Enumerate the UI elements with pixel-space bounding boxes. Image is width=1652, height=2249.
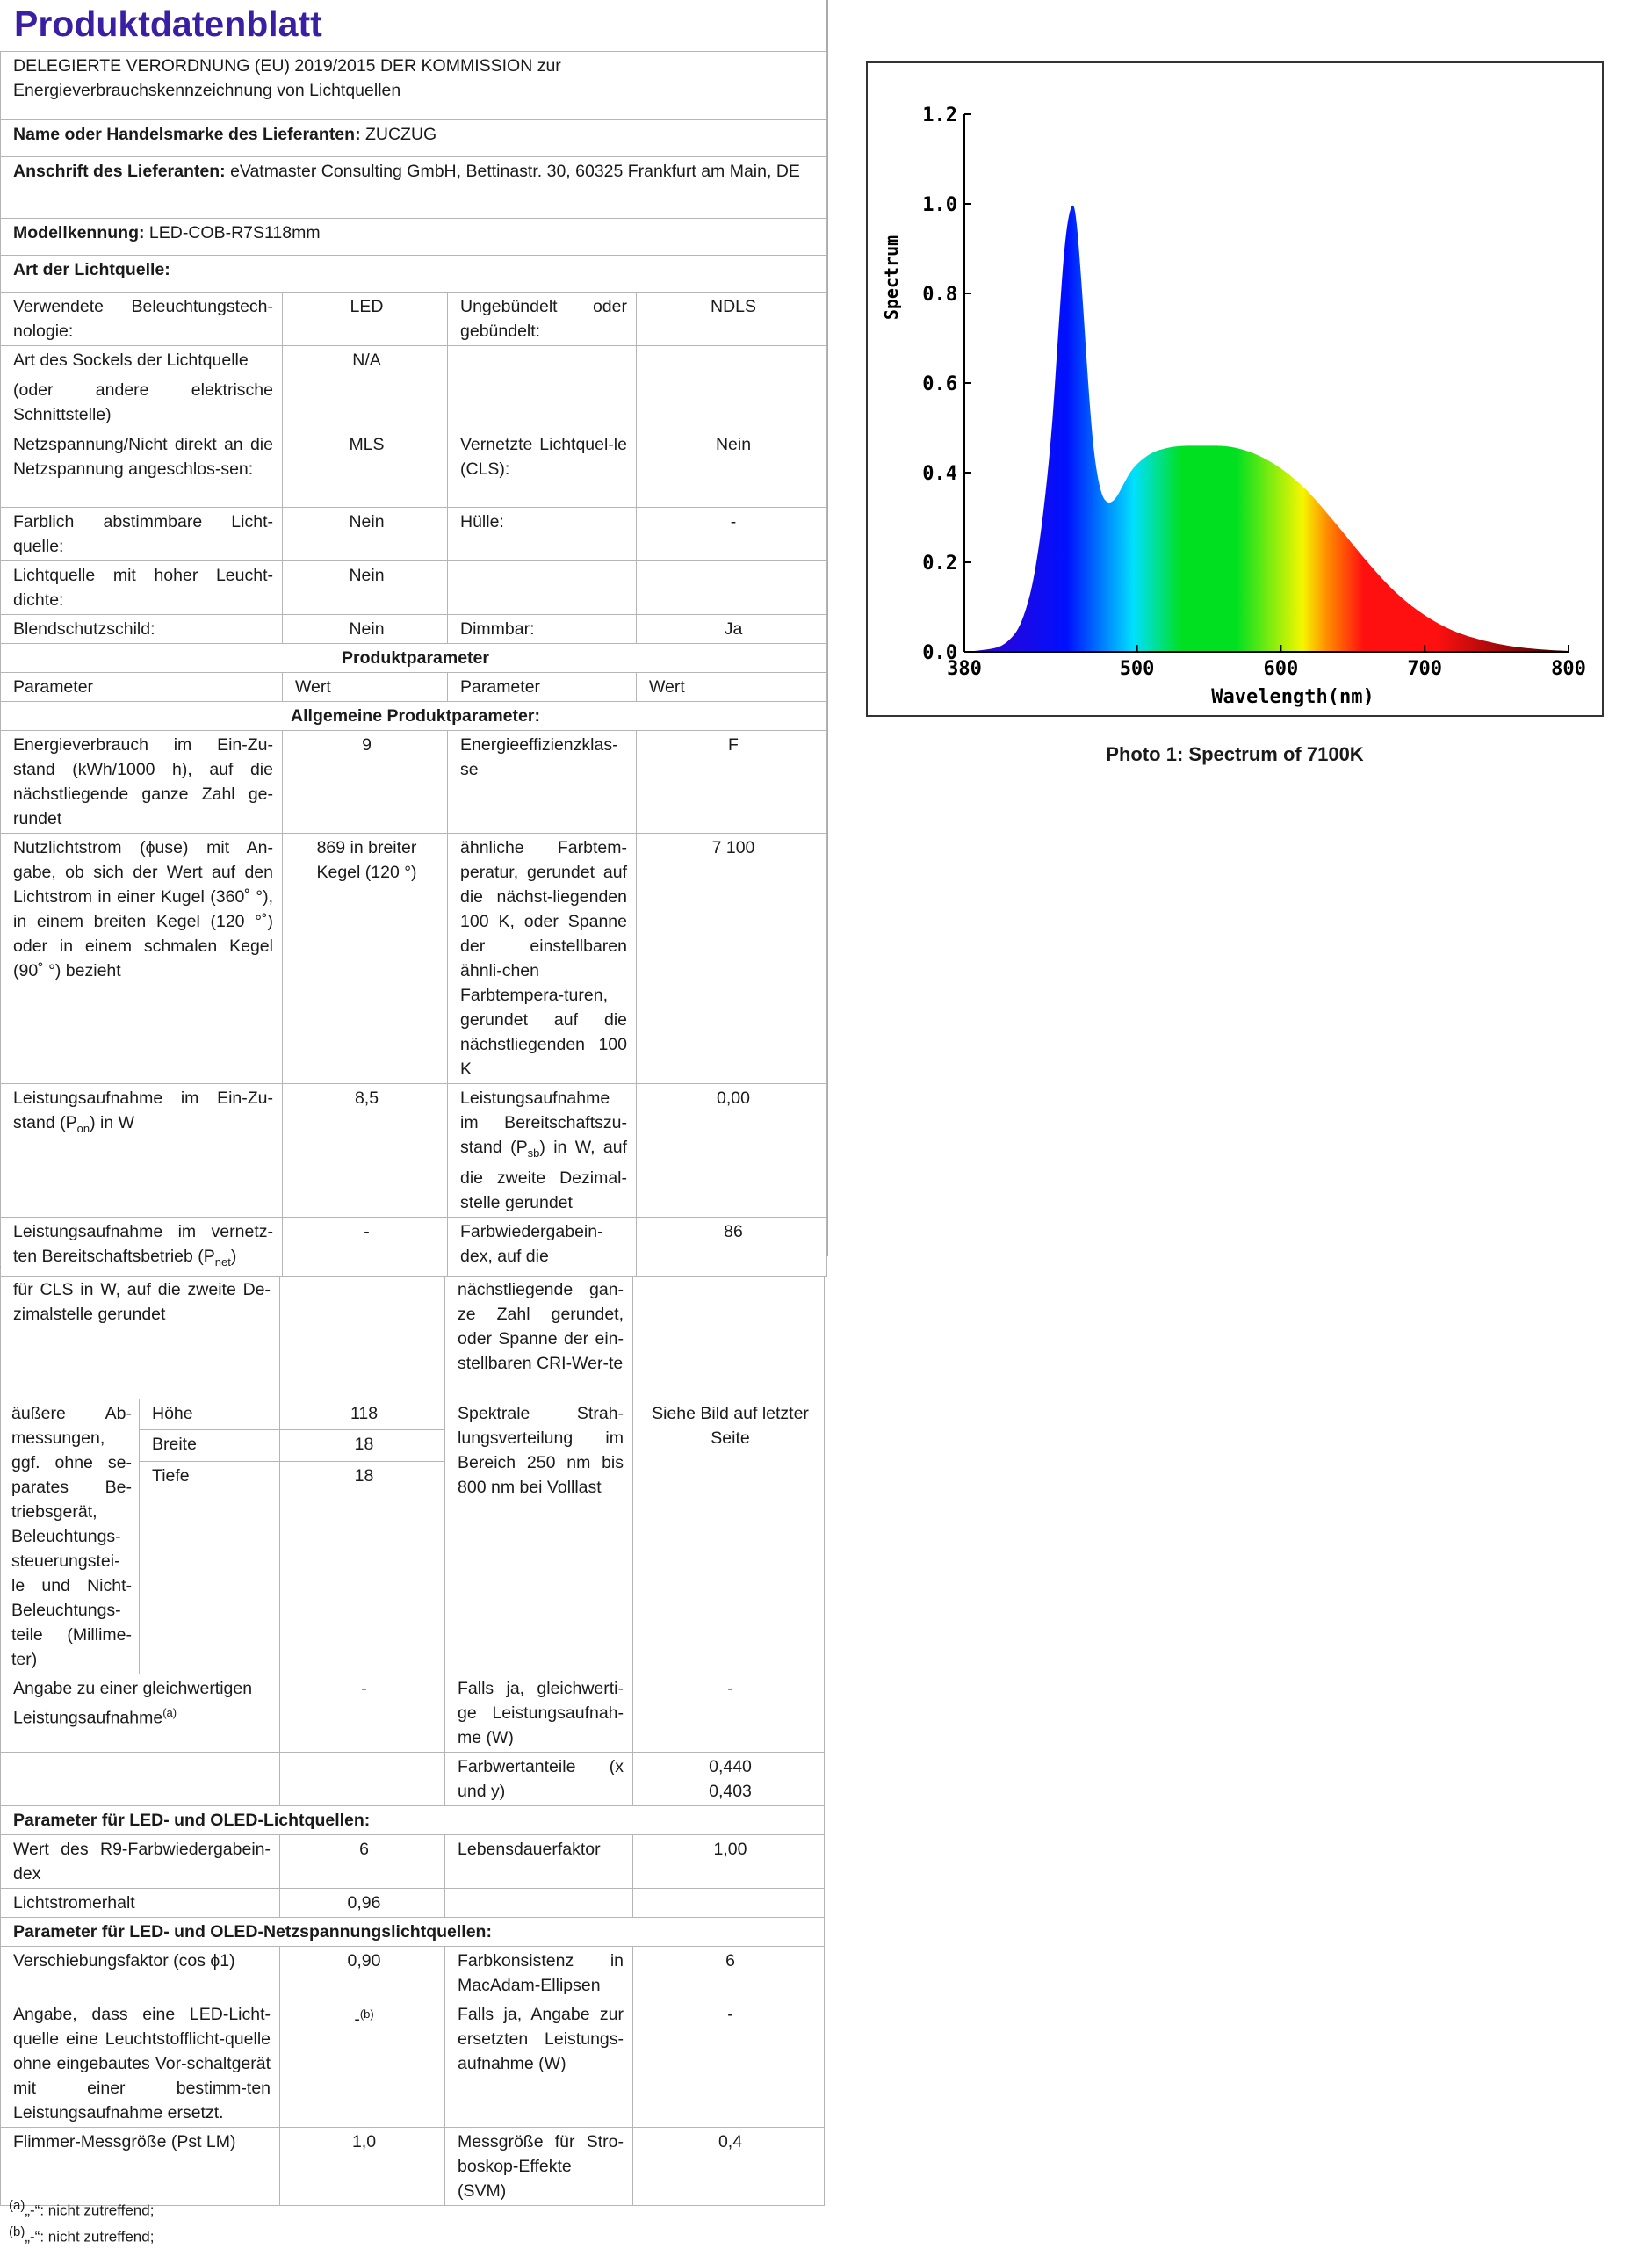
product-parameters-heading: Produktparameter [1, 644, 827, 673]
equivalent-power-right-value: - [633, 1674, 825, 1752]
standby-power-value: 0,00 [637, 1084, 827, 1218]
cct-label: ähnliche Farbtem-peratur, gerundet auf die nächst-liegenden 100 K, oder Spanne der einstellbaren ähnli-chen Farbtempera-turen, gerundet auf die nächstliegenden 100 K [448, 834, 637, 1084]
lumen-maintenance-label: Lichtstromerhalt [1, 1888, 280, 1917]
dimension-depth-label: Tiefe [140, 1462, 280, 1674]
replacement-right-value: - [633, 2000, 825, 2127]
displacement-factor-value: 0,90 [280, 1946, 445, 2000]
networked-standby-value: - [283, 1217, 448, 1276]
power-on-label-unit: ) in W [90, 1113, 135, 1132]
chart-frame [866, 61, 1604, 717]
x-tick-label: 600 [1263, 658, 1299, 680]
chromaticity-x: 0,440 [709, 1756, 752, 1776]
supplier-address-value: eVatmaster Consulting GmbH, Bettinastr. 30, 60325 Frankfurt am Main, DE [230, 162, 800, 181]
macadam-label: Farbkonsistenz in MacAdam-Ellipsen [445, 1946, 633, 2000]
energy-consumption-label: Energieverbrauch im Ein-Zu-stand (kWh/1000 h), auf die nächstliegende ganze Zahl ge-rundet [1, 731, 283, 834]
directional-value: NDLS [637, 293, 827, 346]
dimension-height-label: Höhe [140, 1399, 280, 1430]
y-tick-label: 0.0 [922, 642, 957, 664]
regulation-text: DELEGIERTE VERORDNUNG (EU) 2019/2015 DER KOMMISSION zur Energieverbrauchskennzeichnung von Lichtquellen [1, 52, 827, 120]
general-parameters-heading: Allgemeine Produktparameter: [1, 702, 827, 731]
cct-value: 7 100 [637, 834, 827, 1084]
r9-value: 6 [280, 1834, 445, 1888]
flicker-value: 1,0 [280, 2127, 445, 2205]
empty-cell [448, 561, 637, 615]
svm-label: Messgröße für Stro-boskop-Effekte (SVM) [445, 2127, 633, 2205]
tunable-value: Nein [283, 508, 448, 561]
equivalent-power-label [1, 1674, 280, 1752]
y-tick-label: 1.2 [922, 105, 957, 127]
mains-led-parameters-heading: Parameter für LED- und OLED-Netzspannungslichtquellen: [1, 1917, 825, 1946]
networked-standby-label-end: ) [230, 1246, 237, 1266]
anti-glare-value: Nein [283, 615, 448, 644]
dimension-depth-value: 18 [280, 1462, 445, 1674]
y-tick-label: 0.8 [922, 284, 957, 306]
connected-label: Vernetzte Lichtquel-le (CLS): [448, 430, 637, 508]
col-header-value: Wert [283, 673, 448, 702]
x-tick-label: 700 [1407, 658, 1443, 680]
spectral-distribution-label: Spektrale Strah-lungsverteilung im Bereich 250 nm bis 800 nm bei Volllast [445, 1399, 633, 1674]
y-tick-label: 0.6 [922, 373, 957, 395]
high-luminance-value: Nein [283, 561, 448, 615]
model-label: Modellkennung: [13, 223, 145, 242]
power-on-label [1, 1084, 283, 1218]
chromaticity-label: Farbwertanteile (x und y) [445, 1752, 633, 1805]
standby-label-unit: ) in W, auf die zweite Dezimal-stelle gerundet [460, 1138, 628, 1212]
cap-type-label-line2: (oder andere elektrische Schnittstelle) [13, 380, 273, 424]
replacement-value [280, 2000, 445, 2127]
directional-label: Ungebündelt oder gebündelt: [448, 293, 637, 346]
datasheet-page-1 [0, 0, 828, 1269]
replacement-label: Angabe, dass eine LED-Licht-quelle eine Leuchtstofflicht-quelle ohne eingebautes Vor-schaltgerät mit einer bestimm-ten Leistungsaufnahme ersetzt. [1, 2000, 280, 2127]
envelope-value: - [637, 508, 827, 561]
footnote-a [9, 2198, 154, 2220]
footnote-b-ref: (b) [359, 2007, 374, 2021]
empty-cell [1, 1752, 280, 1805]
r9-label: Wert des R9-Farbwiedergabein-dex [1, 1834, 280, 1888]
x-tick-label: 500 [1119, 658, 1155, 680]
datasheet-table-1 [0, 51, 827, 1277]
col-header-parameter: Parameter [1, 673, 283, 702]
empty-cell [637, 561, 827, 615]
y-tick-label: 1.0 [922, 194, 957, 216]
replacement-right-label: Falls ja, Angabe zur ersetzten Leistungs-aufnahme (W) [445, 2000, 633, 2127]
mains-value: MLS [283, 430, 448, 508]
model-row [1, 219, 827, 256]
dimension-width-label: Breite [140, 1430, 280, 1462]
efficiency-class-label: Energieeffizienzklas-se [448, 731, 637, 834]
networked-standby-label-text: Leistungsaufnahme im vernetz-ten Bereitschaftsbetrieb (P [13, 1221, 273, 1266]
footnote-b [9, 2224, 154, 2246]
dimension-width-value: 18 [280, 1430, 445, 1462]
supplier-address-label: Anschrift des Lieferanten: [13, 162, 226, 181]
dimension-height-value: 118 [280, 1399, 445, 1430]
empty-cell [637, 346, 827, 430]
dimmable-value: Ja [637, 615, 827, 644]
empty-cell [448, 346, 637, 430]
chromaticity-y: 0,403 [709, 1781, 752, 1801]
luminous-flux-label: Nutzlichtstrom (ϕuse) mit An-gabe, ob sich der Wert auf den Lichtstrom in einer Kugel (360˚ °), in einem breiten Kegel (120 °˚) oder in einem schmalen Kegel (90˚ °) bezieht [1, 834, 283, 1084]
high-luminance-label: Lichtquelle mit hoher Leucht-dichte: [1, 561, 283, 615]
supplier-name-row [1, 120, 827, 157]
spectrum-area [964, 206, 1569, 652]
page-title: Produktdatenblatt [14, 4, 322, 44]
y-tick-label: 0.2 [922, 553, 957, 575]
technology-label: Verwendete Beleuchtungstech-nologie: [1, 293, 283, 346]
displacement-factor-label: Verschiebungsfaktor (cos ϕ1) [1, 1946, 280, 2000]
footnote-a-ref: (a) [162, 1705, 177, 1719]
power-on-label-text: Leistungsaufnahme im Ein-Zu-stand (P [13, 1088, 273, 1132]
datasheet-page-2 [0, 1256, 826, 2249]
supplier-address-row [1, 157, 827, 219]
empty-cell [633, 1888, 825, 1917]
chart-caption: Photo 1: Spectrum of 7100K [1106, 743, 1364, 765]
led-parameters-heading: Parameter für LED- und OLED-Lichtquellen: [1, 1805, 825, 1834]
empty-cell [445, 1888, 633, 1917]
equivalent-power-right-label: Falls ja, gleichwerti-ge Leistungsaufnah-me (W) [445, 1674, 633, 1752]
equivalent-power-value: - [280, 1674, 445, 1752]
survival-factor-value: 1,00 [633, 1834, 825, 1888]
spectrum-chart [866, 61, 1604, 717]
replacement-value-text: - [354, 2009, 360, 2028]
macadam-value: 6 [633, 1946, 825, 2000]
chromaticity-value [633, 1752, 825, 1805]
y-axis-label: Spectrum [881, 235, 902, 321]
datasheet-table-2 [0, 1276, 825, 2206]
x-axis-label: Wavelength(nm) [1211, 686, 1374, 708]
empty-cell [280, 1752, 445, 1805]
envelope-label: Hülle: [448, 508, 637, 561]
standby-subscript: sb [527, 1146, 540, 1160]
networked-standby-subscript: net [214, 1255, 231, 1269]
tunable-label: Farblich abstimmbare Licht-quelle: [1, 508, 283, 561]
technology-value: LED [283, 293, 448, 346]
energy-consumption-value: 9 [283, 731, 448, 834]
standby-label-text: Leistungsaufnahme im Bereitschaftszu-stand (P [460, 1088, 627, 1157]
dimmable-label: Dimmbar: [448, 615, 637, 644]
standby-power-label [448, 1084, 637, 1218]
equivalent-power-text: Angabe zu einer gleichwertigen Leistungsaufnahme [13, 1678, 253, 1727]
luminous-flux-value: 869 in breiter Kegel (120 °) [283, 834, 448, 1084]
footnote-b-text: „-“: nicht zutreffend; [25, 2228, 155, 2245]
col-header-parameter: Parameter [448, 673, 637, 702]
flicker-label: Flimmer-Messgröße (Pst LM) [1, 2127, 280, 2205]
survival-factor-label: Lebensdauerfaktor [445, 1834, 633, 1888]
svm-value: 0,4 [633, 2127, 825, 2205]
cri-value: 86 [637, 1217, 827, 1276]
power-on-subscript: on [76, 1121, 90, 1135]
networked-standby-label-cont: für CLS in W, auf die zweite De-zimalstelle gerundet [1, 1276, 280, 1399]
dimensions-label: äußere Ab-messungen, ggf. ohne se-parates Be-triebsgerät, Beleuchtungs-steuerungstei-le und Nicht-Beleuchtungs-teile (Millime-ter) [1, 1399, 140, 1674]
col-header-value: Wert [637, 673, 827, 702]
light-source-type-heading: Art der Lichtquelle: [1, 256, 827, 293]
y-tick-label: 0.4 [922, 463, 957, 485]
cap-type-label [1, 346, 283, 430]
empty-cell [280, 1276, 445, 1399]
footnote-b-mark: (b) [9, 2224, 25, 2239]
lumen-maintenance-value: 0,96 [280, 1888, 445, 1917]
spectral-distribution-value: Siehe Bild auf letzter Seite [633, 1399, 825, 1674]
spectrum-plot [868, 63, 1602, 715]
connected-value: Nein [637, 430, 827, 508]
cri-label-cont: nächstliegende gan-ze Zahl gerundet, oder Spanne der ein-stellbaren CRI-Wer-te [445, 1276, 633, 1399]
efficiency-class-value: F [637, 731, 827, 834]
x-tick-label: 380 [947, 658, 982, 680]
mains-label: Netzspannung/Nicht direkt an die Netzspannung angeschlos-sen: [1, 430, 283, 508]
cri-label: Farbwiedergabein-dex, auf die [448, 1217, 637, 1276]
cap-type-value: N/A [283, 346, 448, 430]
x-tick-label: 800 [1551, 658, 1586, 680]
anti-glare-label: Blendschutzschild: [1, 615, 283, 644]
supplier-name-value: ZUCZUG [364, 125, 437, 144]
model-value: LED-COB-R7S118mm [148, 223, 321, 242]
supplier-name-label: Name oder Handelsmarke des Lieferanten: [13, 125, 361, 144]
power-on-value: 8,5 [283, 1084, 448, 1218]
empty-cell [633, 1276, 825, 1399]
footnote-a-mark: (a) [9, 2198, 25, 2213]
footnote-a-text: „-“: nicht zutreffend; [25, 2202, 155, 2219]
cap-type-label-line1: Art des Sockels der Lichtquelle [13, 351, 249, 370]
